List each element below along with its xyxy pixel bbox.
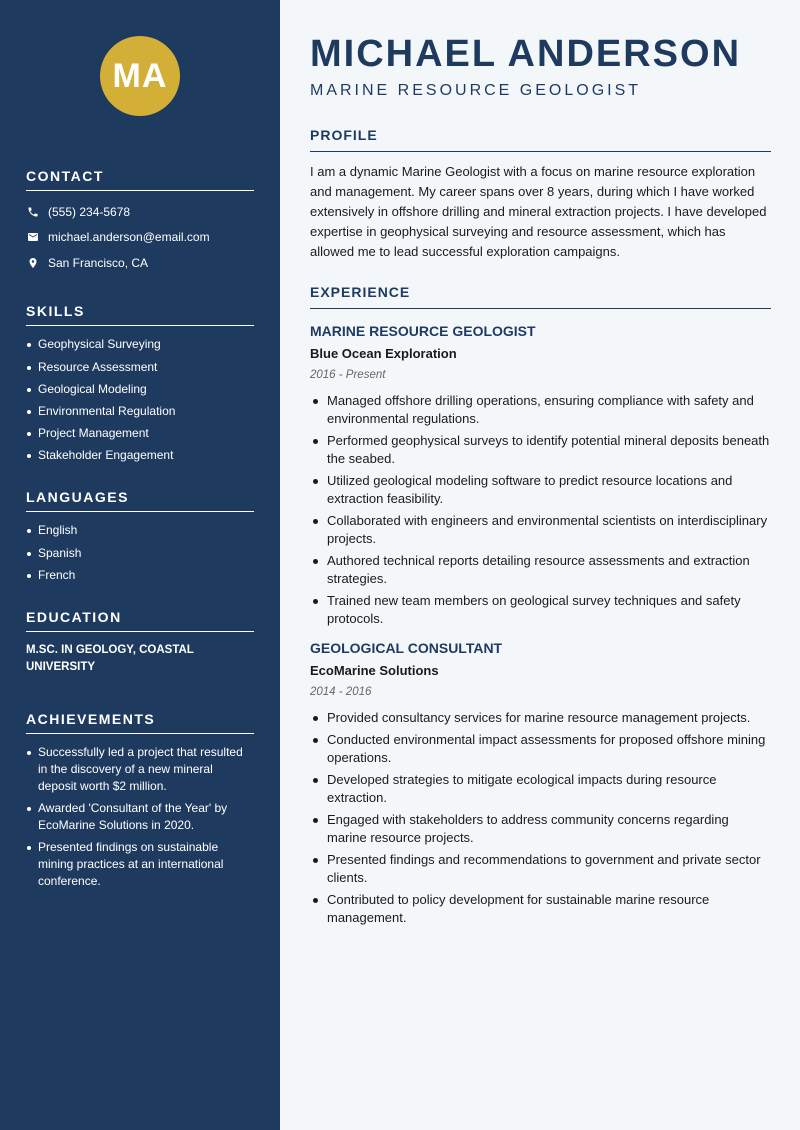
job-dates: 2014 - 2016 (310, 686, 372, 698)
contact-email (26, 229, 254, 246)
avatar: MA (100, 36, 180, 116)
list-item: Collaborated with engineers and environmental scientists on interdisciplinary projects. (310, 512, 771, 548)
achievements-list (26, 744, 254, 890)
contact-heading: CONTACT (26, 168, 254, 191)
location-text: San Francisco, CA (48, 255, 149, 270)
list-item: Resource Assessment (26, 359, 254, 376)
job-entry (310, 639, 771, 927)
list-item: Stakeholder Engagement (26, 447, 254, 464)
skills-section (26, 303, 254, 464)
contact-phone (26, 203, 254, 220)
list-item: French (26, 567, 254, 584)
list-item: Awarded 'Consultant of the Year' by EcoMarine Solutions in 2020. (26, 800, 254, 834)
company-name: Blue Ocean Exploration (310, 346, 457, 361)
list-item: Geophysical Surveying (26, 336, 254, 353)
skills-list (26, 336, 254, 464)
phone-icon (26, 205, 40, 219)
list-item: Successfully led a project that resulted in the discovery of a new mineral deposit worth $2 million. (26, 744, 254, 795)
achievements-heading: ACHIEVEMENTS (26, 711, 254, 734)
list-item: Spanish (26, 545, 254, 562)
list-item: Contributed to policy development for sustainable marine resource management. (310, 891, 771, 927)
email-text[interactable]: michael.anderson@email.com (48, 230, 210, 245)
contact-section (26, 168, 254, 271)
experience-heading: EXPERIENCE (310, 284, 771, 309)
list-item: Project Management (26, 425, 254, 442)
profile-section (310, 127, 771, 262)
achievements-section (26, 711, 254, 890)
list-item: Conducted environmental impact assessments for proposed offshore mining operations. (310, 731, 771, 767)
candidate-title: MARINE RESOURCE GEOLOGIST (310, 82, 642, 99)
degree-text: M.SC. IN GEOLOGY, COASTAL UNIVERSITY (26, 643, 194, 673)
list-item: Provided consultancy services for marine resource management projects. (310, 709, 771, 727)
sidebar (0, 0, 280, 1130)
candidate-name: MICHAEL ANDERSON (310, 33, 742, 75)
location-pin-icon (26, 256, 40, 270)
list-item: Presented findings on sustainable mining practices at an international conference. (26, 839, 254, 890)
profile-text: I am a dynamic Marine Geologist with a focus on marine resource exploration and management. My career spans over 8 years, during which I have worked extensively in offshore drilling and mineral extraction projects. I have developed expertise in geophysical surveying and resource assessment, which has allowed me to lead successful exploration campaigns. (310, 164, 767, 259)
list-item: Utilized geological modeling software to predict resource locations and extraction feasibility. (310, 472, 771, 508)
job-dates: 2016 - Present (310, 369, 386, 381)
list-item: Managed offshore drilling operations, ensuring compliance with safety and environmental regulations. (310, 392, 771, 428)
list-item: Trained new team members on geological survey techniques and safety protocols. (310, 592, 771, 628)
list-item: Presented findings and recommendations to government and private sector clients. (310, 851, 771, 887)
duties-list (310, 709, 771, 927)
list-item: Performed geophysical surveys to identify potential mineral deposits beneath the seabed. (310, 432, 771, 468)
experience-section (310, 284, 771, 927)
languages-section (26, 489, 254, 583)
job-role: GEOLOGICAL CONSULTANT (310, 640, 503, 656)
education-section (26, 609, 254, 676)
contact-location (26, 254, 254, 271)
phone-text: (555) 234-5678 (48, 204, 131, 219)
list-item: Geological Modeling (26, 381, 254, 398)
mail-icon (26, 230, 40, 244)
list-item: Environmental Regulation (26, 403, 254, 420)
profile-heading: PROFILE (310, 127, 771, 152)
languages-list (26, 522, 254, 583)
skills-heading: SKILLS (26, 303, 254, 326)
job-role: MARINE RESOURCE GEOLOGIST (310, 323, 536, 339)
list-item: Authored technical reports detailing resource assessments and extraction strategies. (310, 552, 771, 588)
languages-heading: LANGUAGES (26, 489, 254, 512)
main-content (310, 32, 771, 931)
company-name: EcoMarine Solutions (310, 663, 439, 678)
list-item: Developed strategies to mitigate ecological impacts during resource extraction. (310, 771, 771, 807)
job-entry (310, 322, 771, 628)
duties-list (310, 392, 771, 628)
education-heading: EDUCATION (26, 609, 254, 632)
list-item: Engaged with stakeholders to address community concerns regarding marine resource projects. (310, 811, 771, 847)
list-item: English (26, 522, 254, 539)
